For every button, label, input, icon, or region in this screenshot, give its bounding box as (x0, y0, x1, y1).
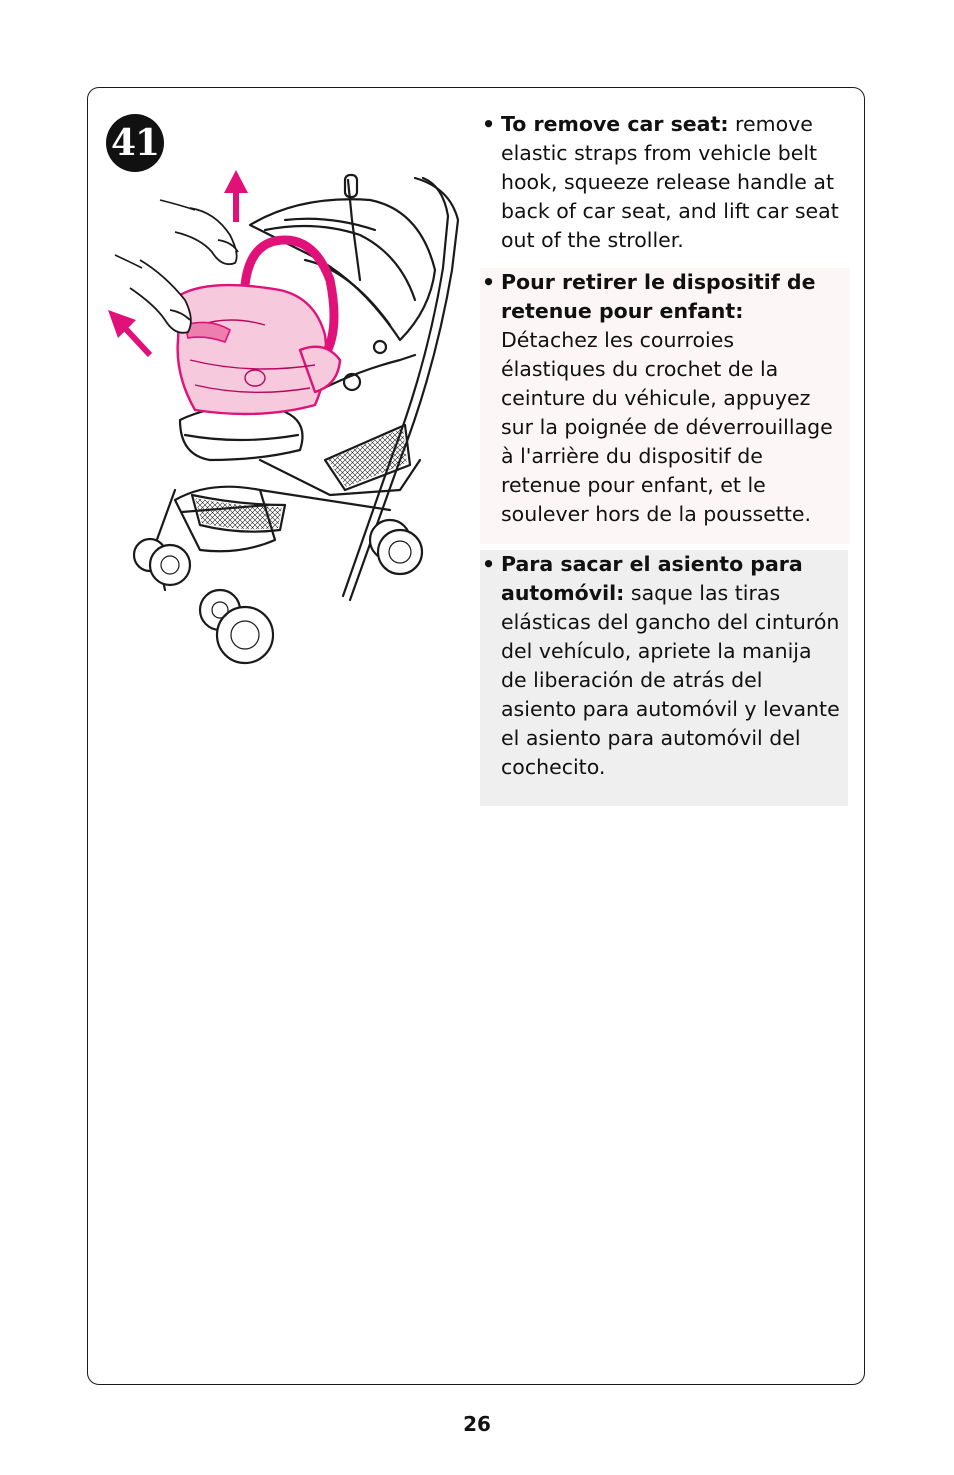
spanish-item (480, 550, 842, 782)
bullet: • (482, 552, 496, 576)
english-instructions (480, 110, 850, 255)
french-lead: Pour retirer le dispositif de retenue pour enfant: (501, 270, 816, 323)
bullet: • (482, 112, 496, 136)
spanish-lead: Para sacar el asiento para automóvil: (501, 552, 803, 605)
french-body: Détachez les courroies élastiques du crochet de la ceinture du véhicule, appuyez sur la poignée de déverrouillage à l'arrière du dispositif de retenue pour enfant, et le soulever hors de la poussette. (501, 328, 833, 526)
english-body: remove elastic straps from vehicle belt hook, squeeze release handle at back of car seat, and lift car seat out of the stroller. (501, 112, 839, 252)
english-lead: To remove car seat: (501, 112, 729, 136)
french-item (480, 268, 844, 529)
step-number-badge: 41 (106, 114, 164, 172)
spanish-instructions (480, 550, 848, 806)
french-instructions (480, 268, 850, 544)
diagonal-arrow-icon (108, 310, 150, 355)
english-item (480, 110, 844, 255)
up-arrow-icon (224, 170, 248, 222)
stroller-car-seat-illustration (100, 160, 470, 670)
spanish-body: saque las tiras elásticas del gancho del cinturón del vehículo, apriete la manija de liberación de atrás del asiento para automóvil y levante el asiento para automóvil del cochecito. (501, 581, 840, 779)
page-number: 26 (463, 1412, 491, 1436)
bullet: • (482, 270, 496, 294)
